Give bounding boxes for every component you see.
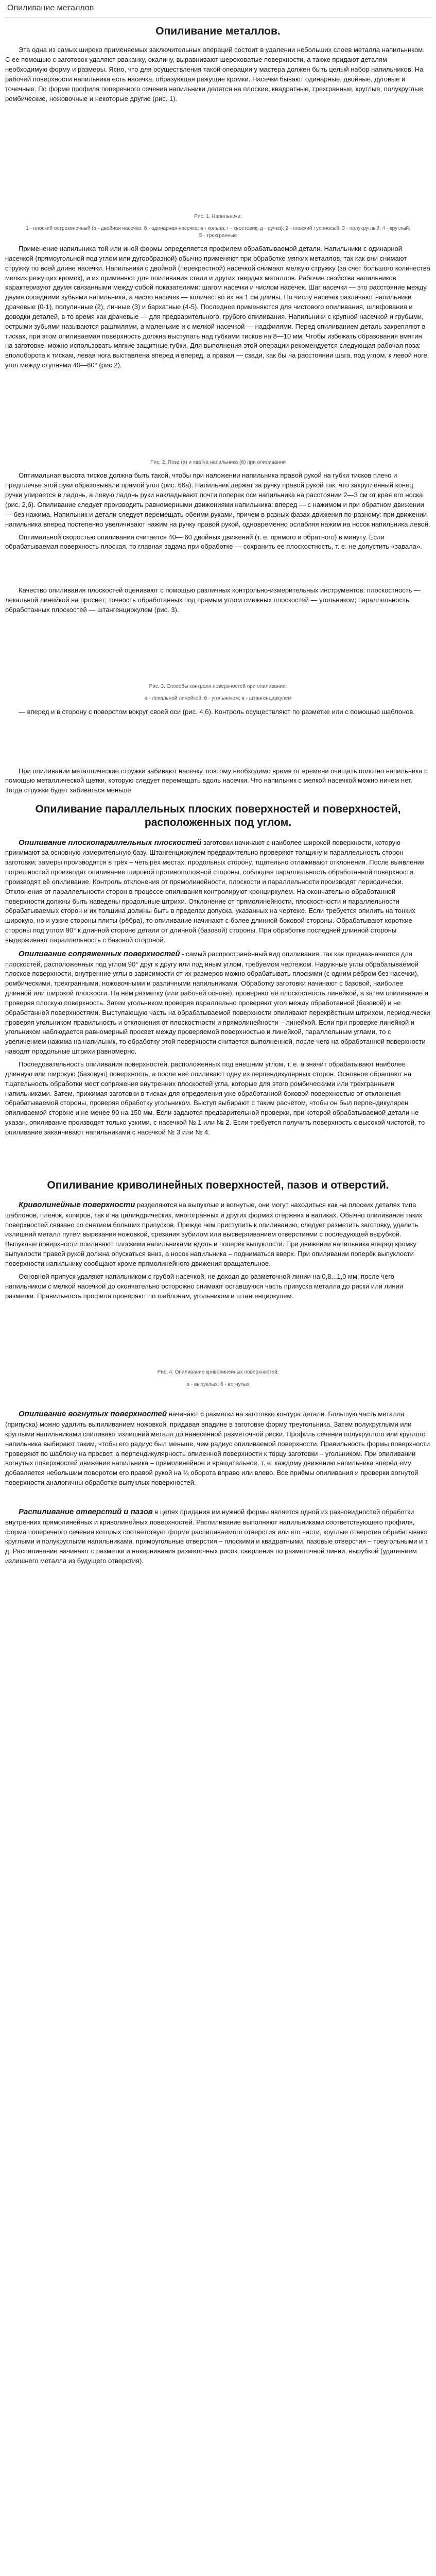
paragraph: Качество опиливания плоскостей оценивают с помощью различных контрольно-измерительных инструментов: плоскостность — лекальной линейкой на просвет; точность обработанных под прямым углом смежных плоскостей — угольником; параллельность обработанных плоскостей — штангенциркулем (рис. 3). (5, 586, 421, 614)
paragraph (5, 1199, 431, 1269)
figure-caption-detail: а - выпуклых; б - вогнутых (186, 1381, 250, 1387)
paragraph-text: заготовки начинают с наиболее широкой поверхности, которую принимают за основную измерительную базу. Штангенциркулем предварительно проверяют толщину и параллельность сторон заготовки; замеры производятся в трёх – четырёх местах, продольных сторону, тщательно отлаживают отклонения. После выявления погрешностей производят опиливание широкой противоположной стороны, соблюдая параллельность обработанной поверхности, производят её опиливание. Контроль отклонения от прямолинейности, плоскости и параллельности производят периодически. Отклонения от параллельности сторон в процессе опиливания контролируют кронциркулем. На окончательно обработанной поверхности должны быть наведены продольные штрихи. Отклонение от прямолинейности, плоскостности и параллельности обрабатываемых сторон и их толщина должны быть в пределах допуска, указанных на чертеже. Если требуется опилить на тонких широкую, но и узкие стороны плиты (рёбра), то опиливание начинают с более длинной боковой стороны. Обрабатывают короткие стороны под углом 90° к длинной стороне детали от длинной (базовой) стороны. При обработке последней длинной стороны выдерживают параллельность с базовой стороной. (5, 838, 425, 944)
paragraph-lead: Опиливание плоскопараллельных плоскостей (19, 838, 202, 847)
paragraph: Эта одна из самых широко применяемых заключительных операций состоит в удалении небольших слоев металла напильником. С ее помощью с заготовок удаляют рваканку, окалину, выравнивают шероховатые поверхности, а также придают деталям необходимую форму и размеры. Ясно, что для осуществления такой операции у мастера должен быть целый набор напильников. На рабочей поверхности напильника есть насечка, образующая режущие кромки. Насечки бывают одинарные, двойные, дуговые и точечные. По форме профиля поперечного сечения напильники делятся на плоские, квадратные, трехгранные, круглые, полукруглые, ромбические, ножовочные и некоторые другие (рис. 1). (5, 46, 425, 103)
paragraph (5, 1409, 431, 1488)
section-title-filing-metals: Опиливание металлов. (155, 25, 281, 38)
paragraph (5, 1506, 431, 1566)
paragraph-lead: Распиливание отверстий и пазов (19, 1507, 153, 1516)
paragraph (5, 837, 431, 945)
paragraph-text: в целях придания им нужной формы является одной из разновидностей обработки внутренних прямолинейных и криволинейных поверхностей. Распиливание выполняют напильниками соответствующего профиля, форма поперечного сечения которых соответствует форме распиливаемого отверстия или его части, круглые отверстия обрабатывают круглыми и полукруглыми напильниками, прямоугольные отверстия – плоскими и квадратными, пазовые отверстия – треугольными и т. д. Распиливание начинают с разметки и накернивания разметочных рисок, сверления по разметочной линии, вырубкой (удалением излишнего металла из будущего отверстия). (5, 1508, 429, 1565)
page-header: Опиливание металлов (5, 0, 431, 18)
paragraph-text: начинают с разметки на заготовке контура детали. Большую часть металла (припуска) можно удалить выпиливанием ножовкой, придавая впадине в заготовке форму треугольника. Затем полукруглыми или круглыми напильниками спиливают излишний металл до нанесённой разметочной риски. Профиль сечения полукруглого или круглого напильника выбирают таким, чтобы его радиус был меньше, чем радиус опиливаемой поверхности. Правильность формы поверхности проверяют по шаблону на просвет, а перпендикулярность опиленной поверхности к торцу заготовки – угольником. При опиливании вогнутых поверхностей движение напильника – прямолинейное и вращательное, т. е. каждому движению напильника вперёд ему добавляется небольшим поворотом его правой рукой на ¼ оборота вправо или влево. Все приёмы опиливания и проверки вогнутой поверхности аналогичны обработке выпуклых поверхностей. (5, 1410, 430, 1487)
figure-image-placeholder (5, 376, 431, 453)
figure-caption-detail: 1 - плоский остроконечный (а - двойная насечка; б - одинарная насечка; в - кольцо; г - хвостовик; д - ручка); 2 - плоский тупоносый; 3 - полукруглый; 4 - круглый; 5 - трехгранные (26, 226, 410, 239)
section-title-parallel-surfaces: Опиливание параллельных плоских поверхностей и поверхностей, расположенных под углом. (35, 803, 401, 829)
paragraph-text: - самый распространённый вид опиливания, так как предназначается для плоскостей, расположенных под углом 90° друг к другу или под иным углом, требуемом чертежом. Наружные углы обрабатываемой плоское поверхности, внутренние углы в зависимости от их размеров можно обрабатывать плоскими (с одним ребром без насечки), ромбическими, трёхгранными, ножовочными и различными напильниками. Обработку заготовки начинают с базовой, наиболее длинной или широкой плоскости. На нём разметку (или рабочей основе), проверяют её плоскостность линейкой, а затем опиливание и проверяя плоскую поверхность. Затем угольником проверяя параллельно проверяют угол между обработанной (базовой) и не обработанной поверхностями. Выступающую часть на обрабатываемой поверхности опиливают перекрёстным штрихом, периодически проверяя угольником правильность и отклонения от плоскостности и прямолинейности – линейкой. Если при проверке линейкой и угольником наблюдается равномерный просвет между проверяемой поверхностью и линейкой, параллельным углами, то с увеличением нажима на напильник, то обработку этой поверхности считается выполненной, после чего на обработанной поверхности наводят продольные штрихи равномерно. (5, 950, 430, 1056)
figure-caption: Рис. 3. Способы контроля поверхностей при опиливании: (149, 683, 287, 689)
figure-control-methods (5, 620, 431, 677)
paragraph: — вперед и в сторону с поворотом вокруг своей оси (рис. 4,б). Контроль осуществляют по разметке или с помощью шаблонов. (19, 707, 415, 716)
paragraph-lead: Опиливание сопряженных поверхностей (19, 949, 180, 958)
figure-caption: Рис. 1. Напильники: (194, 213, 242, 219)
paragraph-lead: Опиливание вогнутых поверхностей (19, 1410, 167, 1419)
paragraph: Последовательность опиливания поверхностей, расположенных под внешним углом, т. е. а значит обрабатывают наиболее длинную или широкую (базовую) поверхность, а после неё опиливают одну из перпендикулярных сторон. Основное обращают на тщательность обработки мест сопряжения внутренних плоскостей угла, которые для этого ромбическими или трехгранными напильниками. Затем, прижимая заготовки в тисках для определения уже обработанной боковой поверхностью от отклонения обрабатываемой стороны, проверяя обработку угольником. Выступ выбирают с таким расчётом, чтобы он был перпендикулярен опиливаемой стороне и не менее 90 на 150 мм. Если задаются предварительной проверки, при которой обрабатываемой детали не указан, опиливание производят только узкими, с насечкой № 1 или № 2. Если требуется получить поверхность с высокой чистотой, то опиливание заканчивают напильниками с насечкой № 3 или № 4. (5, 1060, 425, 1136)
section-title-curved-surfaces: Опиливание криволинейных поверхностей, пазов и отверстий. (47, 1179, 389, 1191)
paragraph (5, 948, 431, 1057)
figure-caption: Рис. 2. Поза (а) и хватка напильника (б) при опиливании (150, 459, 286, 465)
figure-caption-detail: а - лекальной линейкой; б - угольником; в - штангенциркулем (144, 696, 292, 702)
paragraph: Основной припуск удаляют напильником с грубой насечкой, не доходя до разметочной линии на 0,8...1,0 мм, после чего напильником с мелкой насечкой до окончательно осторожно снимают оставшуюся часть припуска металла до риски или линии разметки. Правильность профиля проверяют по шаблонам, угольником и штангенциркулем. (5, 1272, 404, 1300)
paragraph-text: разделяются на выпуклые и вогнутые, они могут находиться как на плоских деталях типа шаблонов, пленок, копиров, так и на цилиндрических, многогранных и других формах стержнях и валиках. Обычно опиливание таких поверхностей связано со снятием больших припусков. Прежде чем приступить к опиливанию, следует разметить заготовку, удалить излишний металл путём вырезания ножовкой, срезания зубилом или высверливанием отверстиями с последующей вырубкой. Выпуклые поверхности опиливают плоскими напильниками вдоль и поперёк выпуклости. При движении напильника вперёд кромку выпуклости правой рукой должна опускаться вниз, а носок напильника – подниматься вверх. При опиливании поперёк выпуклости поверхности напильнику сообщают кроме прямолинейного движения вращательное. (5, 1201, 423, 1267)
paragraph: При опиливании металлические стружки забивают насечку, поэтому необходимо время от времени очищать полотно напильника с помощью металлической щетки, которую следует перемещать вдоль насечки. Что напильник с мелкой насечкой можно ничем нет. Тогда стружки будет забиваться меньше (5, 767, 428, 794)
figure-image-placeholder (5, 109, 431, 207)
figure-files (5, 109, 431, 207)
figure-curved-filing (5, 1306, 431, 1363)
paragraph: Оптимальная высота тисков должна быть такой, чтобы при наложении напильника правой рукой на губки тисков плечо и предплечье этой руки образовывали прямой угол (рис. 66а). Напильник держат за ручку правой рукой так, что закругленный конец ручки упирается в ладонь, а левую ладонь руки накладывают почти поперек оси напильника на расстоянии 2—3 см от края его носка (рис. 2,б). Опиливание следует производить равномерными движениями напильника: вперед — с нажимом и при обратном движении — без нажима. Напильник и детали следует перемещать обеими руками, причем в разных фазах движения по-разному: при движении напильника вперед постепенно увеличивают нажим на ручку правой рукой, одновременно ослабляя нажим на носок напильника левой. (5, 471, 430, 528)
figure-image-placeholder (5, 620, 431, 677)
paragraph: Оптимальной скоростью опиливания считается 40— 60 двойных движений (т. е. прямого и обратного) в минуту. Если обрабатываемая поверхность плоская, то главная задача при обработке — сохранить ее плоскостность, т. е. не допустить «завала». (5, 533, 422, 551)
paragraph: Применение напильника той или иной формы определяется профилем обрабатываемой детали. Напильники с одинарной насечкой (прямоугольной под углом или дугообразной) обычно применяют при обработке мягких металлов, так как они снимают стружку по всей длине насечки. Напильники с двойной (перекрестной) насечкой снимают мелкую стружку (за счет большого количества мелких режущих кромок), и их применяют для опиливания стали и других твердых металлов. Рабочие свойства напильников характеризуют двумя связанными между собой показателями: шагом насечки и числом насечек. Шаг насечки — это расстояние между двумя соседними зубьями напильника, а число насечек — количество их на 1 см длины. По числу насечек различают напильники драчевые (0-1), полуличные (2), личные (3) и бархатные (4-5). Последнее применяются для чистового опиливания, шлифования и доводки деталей, в то время как драчевые — для предварительного, грубого опиливания. Напильники с крупной насечкой и грубыми, острыми зубьями называются рашпилями, а маленькие и с мелкой насечкой — надфилями. Перед опиливанием деталь закрепляют в тисках, при этом опиливаемая поверхность должна выступать над губками тисков на 8—10 мм. Чтобы избежать образования вмятин на заготовке, можно использовать мягкие защитные губки. Для выполнения этой операции рекомендуется следующая рабочая поза: вполоборота к тискам, левая нога выставлена вперед и вперед, а правая — сзади, как бы на расстоянии шага, под углом, к левой ноге, угол между ступнями 40—60° (рис.2). (5, 245, 430, 369)
paragraph-lead: Криволинейные поверхности (19, 1200, 135, 1209)
figure-image-placeholder (5, 1306, 431, 1363)
figure-caption: Рис. 4. Опиливание криволинейных поверхностей: (157, 1369, 279, 1376)
figure-pose (5, 376, 431, 453)
